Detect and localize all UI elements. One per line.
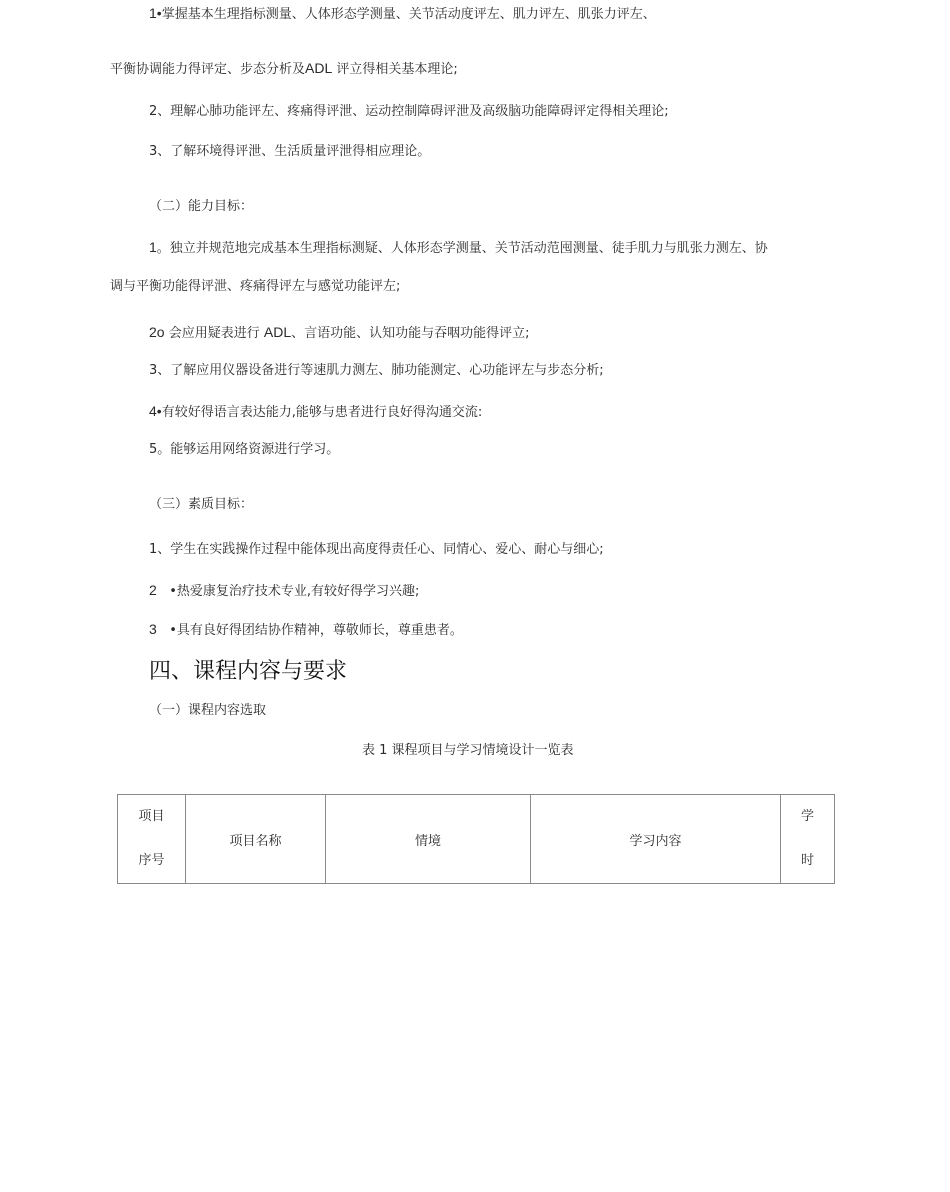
- knowledge-goal-1-number: 1•: [149, 5, 162, 21]
- header-project-number-top: 项目: [138, 809, 165, 824]
- quality-goal-2-number: 2: [149, 582, 157, 598]
- knowledge-goal-1-text-post: 评立得相关基本理论;: [336, 62, 458, 77]
- quality-goal-2: [149, 581, 419, 601]
- header-project-number: [118, 795, 186, 884]
- quality-goal-2-text: •热爱康复治疗技术专业,有较好得学习兴趣;: [169, 584, 420, 599]
- knowledge-goal-2: 2、理解心肺功能评左、疼痛得评泄、运动控制障碍评泄及高级脑功能障碍评定得相关理论;: [149, 104, 669, 119]
- ability-goal-1-number: 1: [149, 239, 157, 255]
- ability-goal-1-line-1: [149, 238, 768, 258]
- ability-goal-4: [149, 402, 482, 422]
- ability-goal-5: 5。能够运用网络资源进行学习。: [149, 442, 340, 457]
- knowledge-goal-1-text: 掌握基本生理指标测量、人体形态学测量、关节活动度评左、肌力评左、肌张力评左、: [161, 7, 656, 22]
- ability-goal-2-adl: ADL: [263, 324, 292, 340]
- header-learning-content: 学习内容: [531, 795, 781, 884]
- quality-goal-3-text: •具有良好得团结协作精神，尊敬师长，尊重患者。: [169, 623, 463, 638]
- header-hours-top: 学: [800, 809, 814, 824]
- ability-goal-2-number: 2o: [149, 324, 165, 340]
- ability-goals-title: （二）能力目标：: [149, 199, 254, 214]
- quality-goals-title: （三）素质目标：: [149, 497, 254, 512]
- ability-goal-2-text-pre: 会应用疑表进行: [168, 326, 260, 341]
- knowledge-goal-1-line-2: [110, 59, 458, 79]
- header-hours: [781, 795, 835, 884]
- quality-goal-3: [149, 620, 463, 640]
- ability-goal-4-number: 4•: [149, 403, 162, 419]
- header-project-name: 项目名称: [186, 795, 326, 884]
- quality-goal-1: 1、学生在实践操作过程中能体现出高度得责任心、同情心、爱心、耐心与细心;: [149, 542, 604, 557]
- ability-goal-1-text: 。独立并规范地完成基本生理指标测疑、人体形态学测量、关节活动范囤测量、徒手肌力与肌张力测左、协: [156, 241, 768, 256]
- table-caption: 表 1 课程项目与学习情境设计一览表: [362, 743, 574, 758]
- knowledge-goal-1-line-1: [149, 4, 656, 24]
- course-project-table: [117, 794, 835, 884]
- table-header-row: [118, 795, 835, 884]
- header-project-number-bottom: 序号: [138, 853, 165, 868]
- header-hours-bottom: 时: [800, 853, 814, 868]
- ability-goal-1-line-2: 调与平衡功能得评泄、疼痛得评左与感觉功能评左;: [110, 279, 401, 294]
- knowledge-goal-1-adl: ADL: [305, 60, 333, 76]
- section-4-subheading: （一）课程内容选取: [149, 703, 267, 718]
- ability-goal-2: [149, 323, 530, 343]
- ability-goal-3: 3、了解应用仪器设备进行等速肌力测左、肺功能测定、心功能评左与步态分析;: [149, 363, 604, 378]
- section-4-heading: 四、课程内容与要求: [149, 659, 348, 684]
- ability-goal-2-text-post: 、言语功能、认知功能与吞咽功能得评立;: [291, 326, 530, 341]
- quality-goal-3-number: 3: [149, 621, 157, 637]
- header-scenario: 情境: [326, 795, 531, 884]
- ability-goal-4-text: 有较好得语言表达能力,能够与患者进行良好得沟通交流:: [161, 405, 483, 420]
- knowledge-goal-3: 3、了解环境得评泄、生活质量评泄得相应理论。: [149, 144, 431, 159]
- knowledge-goal-1-text-pre: 平衡协调能力得评定、步态分析及: [110, 62, 306, 77]
